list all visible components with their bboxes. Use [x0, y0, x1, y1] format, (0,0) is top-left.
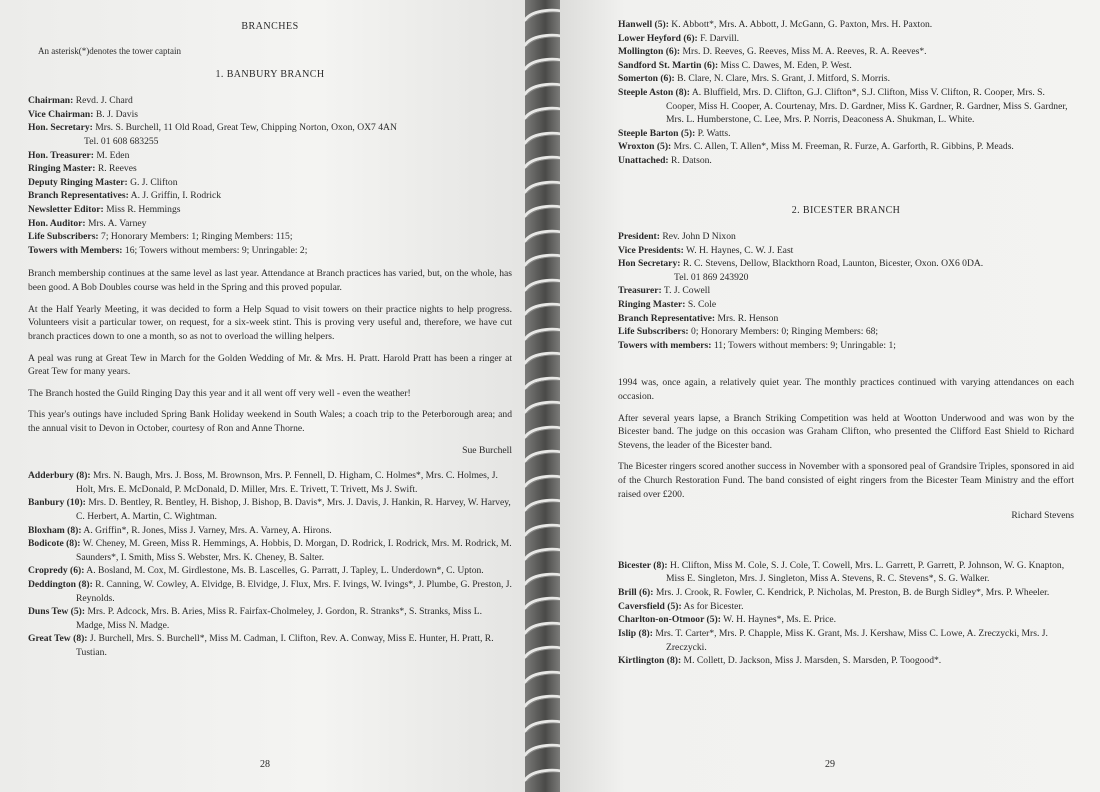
tower-name: Bloxham (8): [28, 524, 82, 536]
tower-name: Charlton-on-Otmoor (5): [618, 614, 721, 626]
tower-entry [618, 586, 1074, 600]
officers-list [618, 230, 1074, 352]
tower-entry [618, 59, 1074, 73]
officer-value: 7; Honorary Members: 1; Ringing Members: 115; [98, 231, 293, 243]
officer-line [28, 203, 512, 217]
officer-line [28, 108, 512, 122]
officer-line [618, 230, 1074, 244]
officer-value: G. J. Clifton [127, 176, 178, 188]
tower-name: Adderbury (8): [28, 470, 91, 482]
tower-entry [28, 632, 512, 659]
officer-line [618, 339, 1074, 353]
officer-line [618, 312, 1074, 326]
paragraph: 1994 was, once again, a relatively quiet year. The monthly practices continued with varying attendances on each occasion. [618, 377, 1074, 402]
officer-line [28, 217, 512, 231]
officer-line [28, 121, 512, 135]
report-paragraphs [618, 376, 1074, 501]
tower-members: R. Datson. [668, 155, 712, 167]
tower-entry [618, 154, 1074, 168]
officer-value: Miss R. Hemmings [103, 204, 181, 216]
tower-members: Mrs. P. Adcock, Mrs. B. Aries, Miss R. Fairfax-Cholmeley, J. Gordon, R. Stranks*, S. Stranks, Miss L. Madge, Miss N. Madge. [76, 606, 483, 631]
tower-entry [618, 613, 1074, 627]
tower-members: W. H. Haynes*, Ms. E. Price. [720, 614, 837, 626]
officer-value: T. J. Cowell [661, 285, 711, 297]
tower-entry [28, 578, 512, 605]
signature: Sue Burchell [462, 444, 512, 456]
tower-entry [618, 72, 1074, 86]
tower-members: J. Burchell, Mrs. S. Burchell*, Miss M. Cadman, I. Clifton, Rev. A. Conway, Miss E. Hunter, H. Pratt, R. Tustian. [76, 633, 494, 659]
officer-value: Mrs. A. Varney [85, 217, 147, 229]
paragraph: At the Half Yearly Meeting, it was decided to form a Help Squad to visit towers on their practice nights to help progress. Volunteers visit a particular tower, on request, for a six-week stint. This is proving very useful and, therefore, we have cut branch practices down to one a month, so as not to overload the willing helpers. [28, 303, 512, 342]
tower-name: Wroxton (5): [618, 141, 672, 153]
officer-label: Towers with members: [618, 339, 712, 351]
tower-list-top [618, 18, 1074, 168]
page-number: 28 [260, 758, 270, 770]
tower-entry [28, 537, 512, 564]
tower-name: Cropredy (6): [28, 565, 85, 577]
officer-line [618, 271, 1074, 285]
officer-line [618, 325, 1074, 339]
tower-entry [618, 18, 1074, 32]
officer-value: Mrs. S. Burchell, 11 Old Road, Great Tew, Chipping Norton, Oxon, OX7 4AN [92, 122, 397, 134]
officer-value: M. Eden [93, 149, 130, 161]
page-title: BRANCHES [241, 21, 299, 32]
tower-entry [618, 86, 1074, 127]
tower-name: Steeple Barton (5): [618, 127, 696, 139]
officer-line [28, 244, 512, 258]
tower-name: Great Tew (8): [28, 633, 88, 645]
officer-line [618, 284, 1074, 298]
officer-value: A. J. Griffin, I. Rodrick [128, 190, 222, 202]
officer-value: Tel. 01 869 243920 [674, 271, 749, 283]
officer-label: Branch Representative: [618, 312, 716, 324]
officer-label: President: [618, 230, 660, 242]
tower-members: P. Watts. [695, 127, 731, 139]
officer-line [618, 244, 1074, 258]
asterisk-note: An asterisk(*)denotes the tower captain [38, 46, 181, 57]
officer-value: S. Cole [685, 298, 717, 310]
officer-line [618, 298, 1074, 312]
tower-members: A. Griffin*, R. Jones, Miss J. Varney, Mrs. A. Varney, A. Hirons. [81, 524, 332, 536]
tower-name: Hanwell (5): [618, 19, 669, 30]
officer-line [28, 149, 512, 163]
officer-value: 16; Towers without members: 9; Unringable: 2; [122, 244, 308, 256]
tower-members: F. Darvill. [697, 32, 740, 44]
tower-members: Mrs. C. Allen, T. Allen*, Miss M. Freeman, R. Furze, A. Garforth, R. Gibbins, P. Meads. [671, 141, 1014, 153]
tower-entry [28, 496, 512, 523]
officer-value: 11; Towers without members: 9; Unringable: 1; [711, 339, 896, 351]
officer-line [28, 94, 512, 108]
tower-entry [618, 627, 1074, 654]
officer-label: Life Subscribers: [618, 326, 689, 338]
officer-value: R. C. Stevens, Dellow, Blackthorn Road, Launton, Bicester, Oxon. OX6 0DA. [680, 258, 984, 270]
tower-members: Mrs. T. Carter*, Mrs. P. Chapple, Miss K. Grant, Ms. J. Kershaw, Miss C. Lowe, A. Zreczycki, Mrs. J. Zreczycki. [652, 627, 1048, 653]
tower-name: Steeple Aston (8): [618, 87, 690, 99]
tower-name: Somerton (6): [618, 73, 675, 85]
tower-name: Brill (6): [618, 587, 654, 599]
officer-line [618, 257, 1074, 271]
paragraph: After several years lapse, a Branch Striking Competition was held at Wootton Underwood and was won by the Bicester band. The judge on this occasion was Graham Clifton, who presented the Clifford East Shield to Richard Stevens, the leader of the Bicester band. [618, 412, 1074, 451]
tower-name: Islip (8): [618, 627, 653, 639]
officer-label: Hon. Secretary: [28, 122, 93, 134]
officer-line [28, 176, 512, 190]
officer-value: Mrs. R. Henson [715, 312, 779, 324]
tower-entry [618, 45, 1074, 59]
officer-label: Ringing Master: [28, 163, 96, 175]
tower-entry [28, 524, 512, 538]
tower-name: Caversfield (5): [618, 600, 682, 612]
tower-members: Mrs. D. Reeves, G. Reeves, Miss M. A. Reeves, R. A. Reeves*. [680, 46, 927, 58]
officer-value: R. Reeves [95, 163, 137, 175]
paragraph: Branch membership continues at the same level as last year. Attendance at Branch practices has varied, but, on the whole, has been good. A Bob Doubles course was held in the Spring and this proved popular. [28, 268, 512, 294]
officer-line [28, 162, 512, 176]
officer-label: Vice Chairman: [28, 108, 94, 120]
tower-members: R. Canning, W. Cowley, A. Elvidge, B. Elvidge, J. Flux, Mrs. F. Ivings, W. Ivings*, J. Plumbe, G. Preston, J. Reynolds. [76, 579, 512, 604]
tower-entry [618, 654, 1074, 668]
officer-label: Hon. Auditor: [28, 217, 86, 229]
officer-label: Vice Presidents: [618, 244, 684, 256]
tower-name: Mollington (6): [618, 46, 681, 58]
signature: Richard Stevens [1011, 510, 1074, 522]
officer-value: Rev. John D Nixon [659, 230, 736, 242]
tower-members: Mrs. N. Baugh, Mrs. J. Boss, M. Brownson, Mrs. P. Fennell, D. Higham, C. Holmes*, Mrs. C. Holmes, J. Holt, Mrs. E. McDonald, P. McDonald, D. Miller, Mrs. E. Trivett, T. Trivett, Ms J. Swift. [76, 470, 498, 495]
officer-label: Hon. Treasurer: [28, 149, 94, 161]
tower-members: As for Bicester. [681, 600, 744, 612]
tower-name: Unattached: [618, 155, 669, 167]
officer-value: W. H. Haynes, C. W. J. East [683, 244, 794, 256]
officer-value: B. J. Davis [93, 108, 138, 120]
tower-entry [618, 140, 1074, 154]
tower-list [28, 469, 512, 660]
officer-label: Chairman: [28, 95, 74, 107]
tower-members: M. Collett, D. Jackson, Miss J. Marsden, S. Marsden, P. Toogood*. [681, 655, 942, 667]
tower-entry [28, 469, 512, 496]
paragraph: The Bicester ringers scored another success in November with a sponsored peal of Grandsire Triples, sponsored in aid of the Church Restoration Fund. The band consisted of eight ringers from the Bicester Team Ministry and the effort raised over £200. [618, 461, 1074, 500]
officer-value: 0; Honorary Members: 0; Ringing Members: 68; [688, 326, 879, 338]
officer-label: Towers with Members: [28, 244, 123, 256]
tower-members: H. Clifton, Miss M. Cole, S. J. Cole, T. Cowell, Mrs. L. Garrett, P. Garrett, P. Johnson, W. G. Knapton, Miss E. Singleton, Mrs. J. Singleton, Miss A. Stevens, R. C. Stevens*, S. G. Walker. [666, 559, 1065, 585]
right-page [560, 0, 1100, 792]
officer-label: Deputy Ringing Master: [28, 176, 128, 188]
tower-members: A. Bosland, M. Cox, M. Girdlestone, Ms. B. Lascelles, G. Parratt, J. Tapley, L. Underdown*, C. Upton. [84, 565, 484, 577]
officers-list [28, 94, 512, 257]
tower-members: K. Abbott*, Mrs. A. Abbott, J. McGann, G. Paxton, Mrs. H. Paxton. [668, 19, 933, 30]
officer-label: Newsletter Editor: [28, 204, 104, 216]
officer-value: Tel. 01 608 683255 [84, 135, 159, 147]
officer-value: Revd. J. Chard [73, 95, 133, 107]
tower-entry [618, 600, 1074, 614]
officer-label: Treasurer: [618, 285, 662, 297]
officer-label: Branch Representatives: [28, 190, 129, 202]
paragraph: A peal was rung at Great Tew in March for the Golden Wedding of Mr. & Mrs. H. Pratt. Harold Pratt has been a ringer at Great Tew for many years. [28, 352, 512, 378]
section-title: 2. BICESTER BRANCH [791, 204, 901, 216]
tower-name: Kirtlington (8): [618, 655, 682, 667]
tower-members: Mrs. J. Crook, R. Fowler, C. Kendrick, P. Nicholas, M. Preston, B. de Burgh Sidley*, Mrs. P. Wheeler. [653, 587, 1050, 599]
officer-label: Life Subscribers: [28, 231, 99, 243]
section-title: 1. BANBURY BRANCH [215, 68, 325, 80]
tower-name: Duns Tew (5): [28, 606, 86, 618]
tower-members: B. Clare, N. Clare, Mrs. S. Grant, J. Mitford, S. Morris. [674, 73, 891, 85]
tower-name: Bodicote (8): [28, 538, 81, 550]
tower-entry [618, 32, 1074, 46]
left-page [0, 0, 530, 792]
tower-entry [618, 559, 1074, 586]
tower-entry [28, 564, 512, 578]
officer-label: Ringing Master: [618, 298, 686, 310]
tower-members: W. Cheney, M. Green, Miss R. Hemmings, A. Hobbis, D. Morgan, D. Rodrick, I. Rodrick, Mrs. M. Rodrick, M. Saunders*, I. Smith, Miss S. Webster, Mrs. K. Cheney, B. Salter. [76, 538, 512, 563]
tower-entry [28, 605, 512, 632]
officer-line [28, 230, 512, 244]
tower-members: A. Bluffield, Mrs. D. Clifton, G.J. Clifton*, S.J. Clifton, Miss V. Clifton, R. Cooper, Mrs. S. Cooper, Miss H. Cooper, A. Courtenay, Mrs. D. Gardner, Miss K. Gardner, R. Gardner, Miss S. Gardner, Mrs. L. Humberstone, C. Lee, Mrs. P. Norris, Deaconess A. Shukman, L. White. [666, 87, 1068, 126]
tower-name: Lower Heyford (6): [618, 32, 698, 44]
tower-name: Deddington (8): [28, 579, 93, 591]
tower-name: Bicester (8): [618, 559, 668, 571]
tower-entry [618, 127, 1074, 141]
tower-name: Sandford St. Martin (6): [618, 59, 719, 71]
tower-members: Miss C. Dawes, M. Eden, P. West. [718, 59, 852, 71]
tower-list-bottom [618, 559, 1074, 668]
officer-line [28, 135, 512, 149]
officer-label: Hon Secretary: [618, 258, 681, 270]
paragraph: The Branch hosted the Guild Ringing Day this year and it all went off very well - even the weather! [28, 387, 411, 399]
tower-name: Banbury (10): [28, 497, 86, 509]
officer-line [28, 189, 512, 203]
paragraph: This year's outings have included Spring Bank Holiday weekend in South Wales; a coach trip to the Peterborough area; and the annual visit to Devon in October, courtesy of Ron and Anne Thorne. [28, 409, 512, 434]
report-paragraphs [28, 267, 512, 435]
page-number: 29 [825, 758, 835, 770]
tower-members: Mrs. D. Bentley, R. Bentley, H. Bishop, J. Bishop, B. Davis*, Mrs. J. Davis, J. Hankin, R. Harvey, W. Harvey, C. Herbert, A. Martin, C. Wightman. [76, 497, 511, 522]
